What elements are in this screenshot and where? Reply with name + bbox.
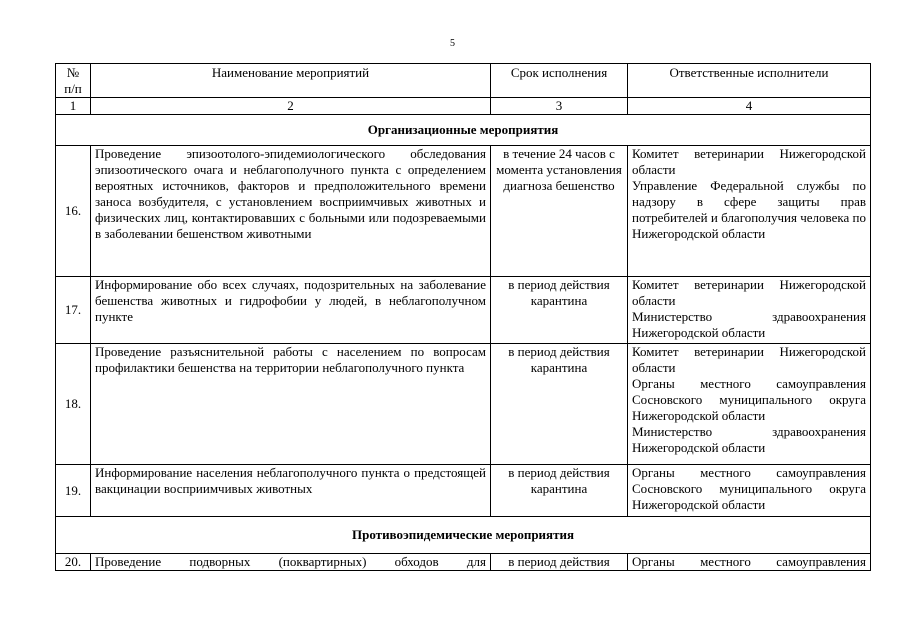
- table-row: [56, 465, 871, 517]
- row-number: 17.: [56, 277, 91, 344]
- measure-name: Информирование населения неблагополучного пункта о предстоящей вакцинации восприимчивых животных: [91, 465, 491, 517]
- measure-responsible: Органы местного самоуправления: [628, 554, 871, 571]
- section-title-org: Организационные мероприятия: [56, 115, 871, 146]
- measure-deadline: в период действия карантина: [491, 277, 628, 344]
- measures-table: [55, 63, 871, 571]
- responsible-item: Комитет ветеринарии Нижегородской области: [632, 277, 866, 308]
- row-number: 16.: [56, 146, 91, 277]
- col-number: 2: [91, 98, 491, 115]
- measure-responsible: [628, 277, 871, 344]
- measure-responsible: [628, 146, 871, 277]
- row-number: 19.: [56, 465, 91, 517]
- column-numbers-row: [56, 98, 871, 115]
- measure-name: Проведение подворных (поквартирных) обходов для: [91, 554, 491, 571]
- responsible-item: Управление Федеральной службы по надзору в сфере защиты прав потребителей и благополучия человека по Нижегородской области: [632, 178, 866, 241]
- responsible-item: Органы местного самоуправления Сосновского муниципального округа Нижегородской области: [632, 465, 866, 512]
- row-number: 20.: [56, 554, 91, 571]
- col-number: 1: [56, 98, 91, 115]
- col-number: 4: [628, 98, 871, 115]
- page-number: 5: [450, 38, 455, 49]
- table-row: [56, 277, 871, 344]
- measure-name: Проведение разъяснительной работы с населением по вопросам профилактики бешенства на территории неблагополучного пункта: [91, 344, 491, 465]
- measure-deadline: в период действия: [491, 554, 628, 571]
- responsible-item: Министерство здравоохранения Нижегородской области: [632, 309, 866, 340]
- responsible-item: Министерство здравоохранения Нижегородской области: [632, 424, 866, 455]
- header-name: Наименование мероприятий: [91, 64, 491, 98]
- section-row: [56, 517, 871, 554]
- table-header-row: [56, 64, 871, 98]
- measure-name: Информирование обо всех случаях, подозрительных на заболевание бешенства животных и гидрофобии у людей, в неблагополучном пункте: [91, 277, 491, 344]
- header-responsible: Ответственные исполнители: [628, 64, 871, 98]
- table-row: [56, 146, 871, 277]
- measure-deadline: в период действия карантина: [491, 344, 628, 465]
- responsible-item: Комитет ветеринарии Нижегородской области: [632, 146, 866, 177]
- table-row: [56, 344, 871, 465]
- col-number: 3: [491, 98, 628, 115]
- row-number: 18.: [56, 344, 91, 465]
- measure-deadline: в период действия карантина: [491, 465, 628, 517]
- measure-deadline: в течение 24 часов с момента установления диагноза бешенство: [491, 146, 628, 277]
- section-row: [56, 115, 871, 146]
- header-deadline: Срок исполнения: [491, 64, 628, 98]
- table-row: [56, 554, 871, 571]
- measure-responsible: [628, 465, 871, 517]
- responsible-item: Органы местного самоуправления Сосновского муниципального округа Нижегородской области: [632, 376, 866, 423]
- measure-name: Проведение эпизоотолого-эпидемиологического обследования эпизоотического очага и неблагополучного пункта с определением вероятных источников, факторов и предположительного времени заноса возбудителя, с установлением восприимчивых животных и физических лиц, контактировавших с больными или подозреваемыми в заболевании бешенством животными: [91, 146, 491, 277]
- header-num: № п/п: [56, 64, 91, 98]
- section-title-epid: Противоэпидемические мероприятия: [56, 517, 871, 554]
- responsible-item: Комитет ветеринарии Нижегородской области: [632, 344, 866, 375]
- measure-responsible: [628, 344, 871, 465]
